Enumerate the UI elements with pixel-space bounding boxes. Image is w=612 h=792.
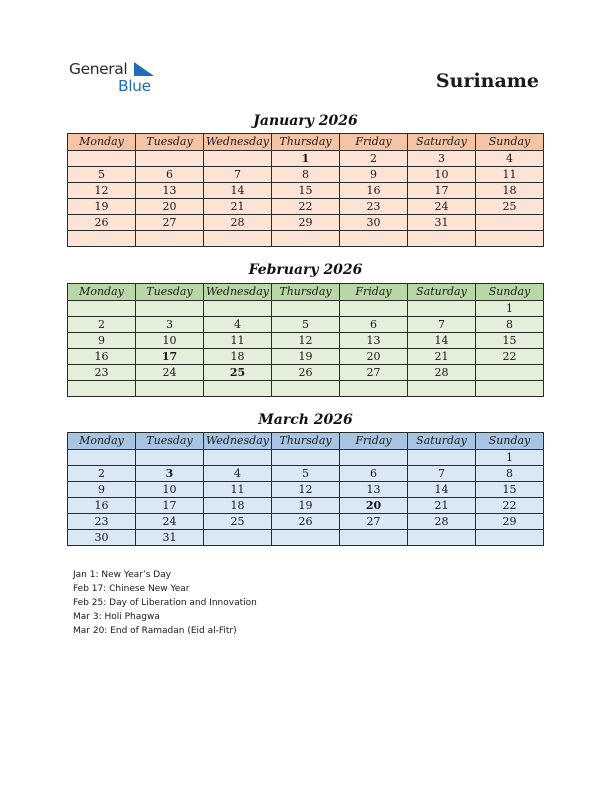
day-cell: 5 bbox=[272, 466, 340, 482]
day-cell: 23 bbox=[68, 365, 136, 381]
empty-day-cell bbox=[68, 231, 136, 247]
day-cell: 20 bbox=[340, 349, 408, 365]
empty-day-cell bbox=[408, 450, 476, 466]
empty-day-cell bbox=[136, 450, 204, 466]
day-cell: 11 bbox=[204, 482, 272, 498]
day-cell: 24 bbox=[136, 365, 204, 381]
day-cell: 14 bbox=[204, 183, 272, 199]
empty-day-cell bbox=[136, 151, 204, 167]
day-cell: 2 bbox=[68, 466, 136, 482]
empty-day-cell bbox=[340, 450, 408, 466]
day-cell: 7 bbox=[408, 317, 476, 333]
day-cell: 26 bbox=[272, 365, 340, 381]
month-title-january: January 2026 bbox=[253, 113, 358, 129]
day-cell: 29 bbox=[476, 514, 544, 530]
day-cell: 13 bbox=[136, 183, 204, 199]
week-row bbox=[68, 215, 544, 231]
day-cell: 4 bbox=[204, 317, 272, 333]
day-cell: 10 bbox=[136, 482, 204, 498]
day-cell: 12 bbox=[272, 333, 340, 349]
day-cell: 5 bbox=[272, 317, 340, 333]
empty-day-cell bbox=[68, 301, 136, 317]
empty-day-cell bbox=[476, 231, 544, 247]
weekday-header-row bbox=[68, 134, 544, 151]
empty-day-cell bbox=[340, 231, 408, 247]
weekday-monday: Monday bbox=[68, 284, 136, 301]
empty-day-cell bbox=[68, 450, 136, 466]
week-row bbox=[68, 498, 544, 514]
weekday-wednesday: Wednesday bbox=[204, 433, 272, 450]
empty-day-cell bbox=[408, 530, 476, 546]
weekday-sunday: Sunday bbox=[476, 134, 544, 151]
empty-day-cell bbox=[204, 231, 272, 247]
holiday-day-cell: 25 bbox=[204, 365, 272, 381]
weekday-thursday: Thursday bbox=[272, 134, 340, 151]
holiday-item: Mar 20: End of Ramadan (Eid al-Fitr) bbox=[73, 626, 237, 636]
empty-day-cell bbox=[136, 381, 204, 397]
weekday-friday: Friday bbox=[340, 433, 408, 450]
day-cell: 7 bbox=[408, 466, 476, 482]
day-cell: 13 bbox=[340, 333, 408, 349]
holiday-item: Feb 17: Chinese New Year bbox=[73, 584, 190, 594]
holiday-item: Feb 25: Day of Liberation and Innovation bbox=[73, 598, 257, 608]
empty-day-cell bbox=[68, 381, 136, 397]
day-cell: 9 bbox=[68, 482, 136, 498]
january-days bbox=[68, 151, 544, 247]
holiday-day-cell: 1 bbox=[272, 151, 340, 167]
day-cell: 16 bbox=[68, 498, 136, 514]
week-row bbox=[68, 231, 544, 247]
day-cell: 7 bbox=[204, 167, 272, 183]
day-cell: 6 bbox=[340, 317, 408, 333]
day-cell: 19 bbox=[68, 199, 136, 215]
empty-day-cell bbox=[476, 215, 544, 231]
week-row bbox=[68, 482, 544, 498]
weekday-wednesday: Wednesday bbox=[204, 284, 272, 301]
empty-day-cell bbox=[272, 231, 340, 247]
empty-day-cell bbox=[340, 530, 408, 546]
calendar-february bbox=[67, 283, 544, 397]
holiday-day-cell: 3 bbox=[136, 466, 204, 482]
weekday-header-row bbox=[68, 433, 544, 450]
week-row bbox=[68, 450, 544, 466]
weekday-saturday: Saturday bbox=[408, 284, 476, 301]
day-cell: 14 bbox=[408, 333, 476, 349]
day-cell: 9 bbox=[340, 167, 408, 183]
logo-flag-icon bbox=[134, 62, 156, 76]
day-cell: 1 bbox=[476, 450, 544, 466]
day-cell: 15 bbox=[476, 482, 544, 498]
day-cell: 27 bbox=[340, 514, 408, 530]
week-row bbox=[68, 349, 544, 365]
weekday-monday: Monday bbox=[68, 134, 136, 151]
empty-day-cell bbox=[272, 530, 340, 546]
day-cell: 26 bbox=[68, 215, 136, 231]
day-cell: 21 bbox=[204, 199, 272, 215]
holiday-item: Mar 3: Holi Phagwa bbox=[73, 612, 160, 622]
country-title: Suriname bbox=[435, 70, 539, 92]
holiday-item: Jan 1: New Year’s Day bbox=[73, 570, 172, 580]
empty-day-cell bbox=[476, 381, 544, 397]
holiday-list bbox=[73, 568, 257, 638]
day-cell: 11 bbox=[476, 167, 544, 183]
week-row bbox=[68, 530, 544, 546]
day-cell: 6 bbox=[340, 466, 408, 482]
day-cell: 8 bbox=[272, 167, 340, 183]
day-cell: 31 bbox=[408, 215, 476, 231]
day-cell: 8 bbox=[476, 466, 544, 482]
empty-day-cell bbox=[476, 530, 544, 546]
weekday-tuesday: Tuesday bbox=[136, 134, 204, 151]
day-cell: 10 bbox=[408, 167, 476, 183]
weekday-saturday: Saturday bbox=[408, 134, 476, 151]
weekday-wednesday: Wednesday bbox=[204, 134, 272, 151]
week-row bbox=[68, 514, 544, 530]
day-cell: 2 bbox=[68, 317, 136, 333]
weekday-tuesday: Tuesday bbox=[136, 433, 204, 450]
weekday-saturday: Saturday bbox=[408, 433, 476, 450]
day-cell: 4 bbox=[204, 466, 272, 482]
day-cell: 23 bbox=[340, 199, 408, 215]
week-row bbox=[68, 365, 544, 381]
empty-day-cell bbox=[204, 381, 272, 397]
march-days bbox=[68, 450, 544, 546]
empty-day-cell bbox=[204, 301, 272, 317]
day-cell: 3 bbox=[136, 317, 204, 333]
calendar-march bbox=[67, 432, 544, 546]
calendar-january bbox=[67, 133, 544, 247]
day-cell: 9 bbox=[68, 333, 136, 349]
holiday-day-cell: 17 bbox=[136, 349, 204, 365]
weekday-header-row bbox=[68, 284, 544, 301]
day-cell: 3 bbox=[408, 151, 476, 167]
day-cell: 12 bbox=[68, 183, 136, 199]
day-cell: 17 bbox=[136, 498, 204, 514]
empty-day-cell bbox=[408, 301, 476, 317]
day-cell: 23 bbox=[68, 514, 136, 530]
empty-day-cell bbox=[136, 231, 204, 247]
empty-day-cell bbox=[68, 151, 136, 167]
brand-word-general: General bbox=[69, 60, 128, 78]
day-cell: 28 bbox=[408, 365, 476, 381]
day-cell: 6 bbox=[136, 167, 204, 183]
day-cell: 22 bbox=[476, 349, 544, 365]
empty-day-cell bbox=[408, 381, 476, 397]
day-cell: 18 bbox=[204, 498, 272, 514]
day-cell: 26 bbox=[272, 514, 340, 530]
day-cell: 1 bbox=[476, 301, 544, 317]
february-days bbox=[68, 301, 544, 397]
day-cell: 17 bbox=[408, 183, 476, 199]
empty-day-cell bbox=[272, 301, 340, 317]
weekday-thursday: Thursday bbox=[272, 284, 340, 301]
empty-day-cell bbox=[340, 301, 408, 317]
day-cell: 30 bbox=[68, 530, 136, 546]
week-row bbox=[68, 381, 544, 397]
day-cell: 11 bbox=[204, 333, 272, 349]
day-cell: 15 bbox=[476, 333, 544, 349]
day-cell: 31 bbox=[136, 530, 204, 546]
week-row bbox=[68, 199, 544, 215]
day-cell: 30 bbox=[340, 215, 408, 231]
empty-day-cell bbox=[204, 151, 272, 167]
brand-logo bbox=[69, 60, 169, 96]
day-cell: 28 bbox=[204, 215, 272, 231]
weekday-thursday: Thursday bbox=[272, 433, 340, 450]
empty-day-cell bbox=[272, 381, 340, 397]
week-row bbox=[68, 466, 544, 482]
weekday-sunday: Sunday bbox=[476, 433, 544, 450]
day-cell: 18 bbox=[204, 349, 272, 365]
day-cell: 22 bbox=[272, 199, 340, 215]
day-cell: 22 bbox=[476, 498, 544, 514]
month-title-march: March 2026 bbox=[258, 412, 353, 428]
day-cell: 25 bbox=[476, 199, 544, 215]
day-cell: 27 bbox=[136, 215, 204, 231]
empty-day-cell bbox=[476, 365, 544, 381]
day-cell: 12 bbox=[272, 482, 340, 498]
week-row bbox=[68, 301, 544, 317]
empty-day-cell bbox=[204, 450, 272, 466]
day-cell: 29 bbox=[272, 215, 340, 231]
empty-day-cell bbox=[204, 530, 272, 546]
empty-day-cell bbox=[340, 381, 408, 397]
weekday-friday: Friday bbox=[340, 134, 408, 151]
day-cell: 16 bbox=[340, 183, 408, 199]
week-row bbox=[68, 333, 544, 349]
day-cell: 21 bbox=[408, 498, 476, 514]
day-cell: 21 bbox=[408, 349, 476, 365]
day-cell: 16 bbox=[68, 349, 136, 365]
empty-day-cell bbox=[272, 450, 340, 466]
week-row bbox=[68, 317, 544, 333]
day-cell: 4 bbox=[476, 151, 544, 167]
weekday-friday: Friday bbox=[340, 284, 408, 301]
brand-word-blue: Blue bbox=[118, 77, 151, 95]
day-cell: 5 bbox=[68, 167, 136, 183]
week-row bbox=[68, 167, 544, 183]
day-cell: 8 bbox=[476, 317, 544, 333]
weekday-sunday: Sunday bbox=[476, 284, 544, 301]
day-cell: 13 bbox=[340, 482, 408, 498]
month-title-february: February 2026 bbox=[248, 262, 363, 278]
day-cell: 24 bbox=[408, 199, 476, 215]
day-cell: 25 bbox=[204, 514, 272, 530]
day-cell: 14 bbox=[408, 482, 476, 498]
week-row bbox=[68, 151, 544, 167]
day-cell: 19 bbox=[272, 349, 340, 365]
day-cell: 10 bbox=[136, 333, 204, 349]
weekday-tuesday: Tuesday bbox=[136, 284, 204, 301]
week-row bbox=[68, 183, 544, 199]
day-cell: 27 bbox=[340, 365, 408, 381]
day-cell: 2 bbox=[340, 151, 408, 167]
weekday-monday: Monday bbox=[68, 433, 136, 450]
day-cell: 19 bbox=[272, 498, 340, 514]
empty-day-cell bbox=[136, 301, 204, 317]
day-cell: 15 bbox=[272, 183, 340, 199]
day-cell: 24 bbox=[136, 514, 204, 530]
day-cell: 20 bbox=[136, 199, 204, 215]
holiday-day-cell: 20 bbox=[340, 498, 408, 514]
day-cell: 18 bbox=[476, 183, 544, 199]
empty-day-cell bbox=[408, 231, 476, 247]
day-cell: 28 bbox=[408, 514, 476, 530]
